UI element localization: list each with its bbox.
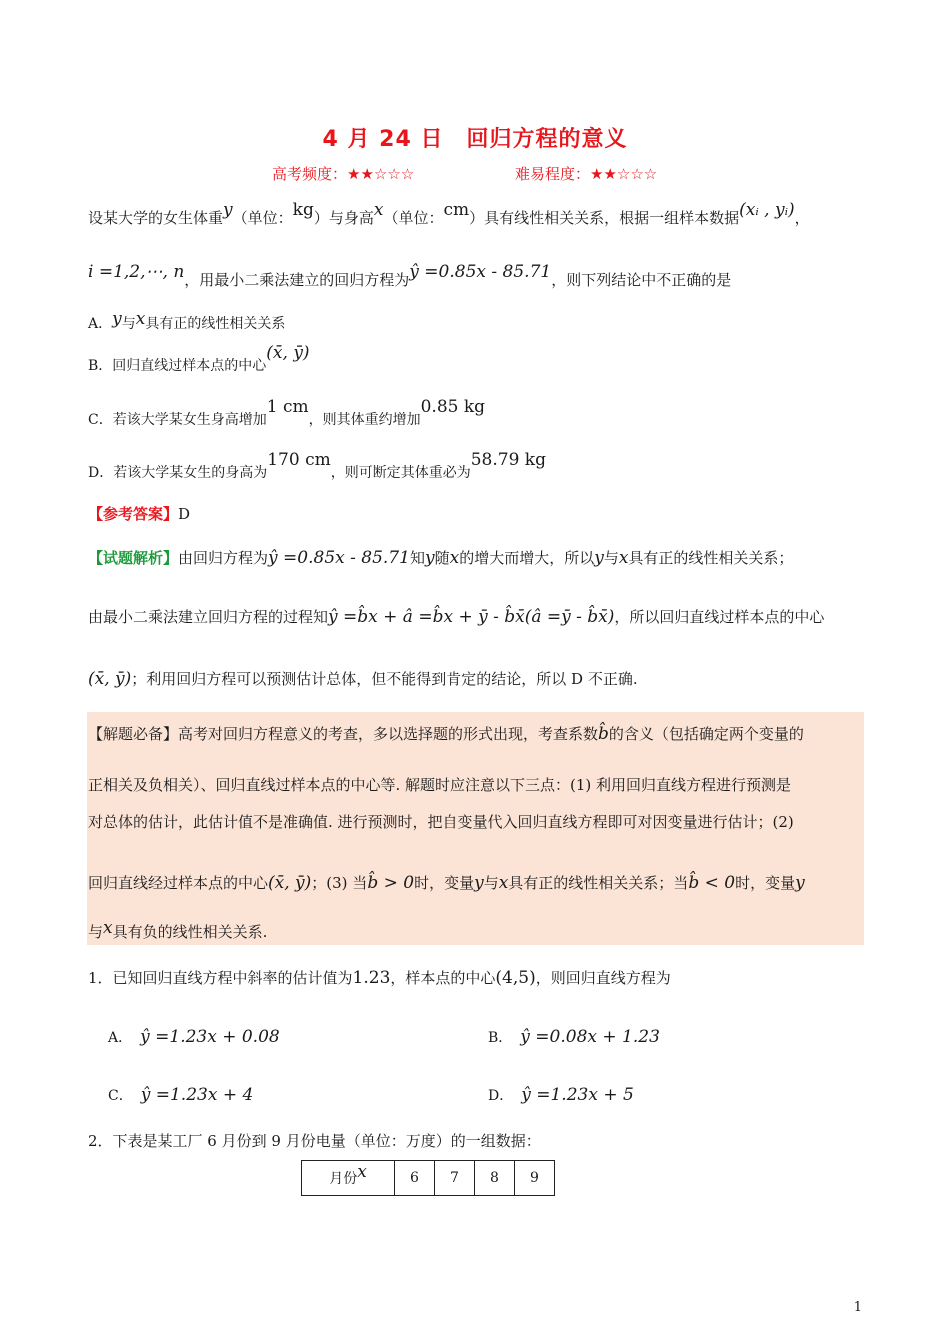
option-text: ，则其体重约增加 [308, 412, 421, 428]
question-text: ，则回归直线方程为 [535, 969, 671, 987]
table-header-cell [302, 1161, 395, 1196]
math-index-range: i =1,2,⋯, n [88, 262, 185, 282]
q1-option-a [108, 1027, 280, 1048]
analysis-text: 随 [434, 549, 450, 567]
math-unit-cm: cm [443, 200, 470, 220]
frequency-label: 高考频度： [272, 165, 348, 183]
math-equation: ŷ =1.23x + 4 [140, 1085, 254, 1105]
option-d [88, 450, 546, 483]
math-center-point: (x̄, ȳ) [268, 873, 312, 893]
note-line-2: 正相关及负相关）、回归直线过样本点的中心等. 解题时应注意以下三点：(1) 利用回归直线方程进行预测是 [88, 776, 792, 794]
math-value: 170 cm [267, 450, 331, 470]
q1-option-c [108, 1085, 253, 1106]
math-var-x: x [498, 873, 509, 893]
question-text: 1．已知回归直线方程中斜率的估计值为 [88, 969, 353, 987]
table-cell: 9 [515, 1161, 555, 1196]
note-text: 时，变量 [414, 874, 475, 892]
question-line-1 [88, 200, 810, 228]
note-text: 回归直线经过样本点的中心 [88, 874, 269, 892]
math-center-point: (x̄, ȳ) [88, 669, 132, 689]
math-var-y: y [424, 548, 435, 568]
option-text: C．若该大学某女生身高增加 [88, 412, 267, 428]
page-number: 1 [853, 1300, 862, 1315]
option-label: C． [108, 1088, 133, 1104]
math-var-x: x [103, 918, 113, 938]
table-cell: 8 [475, 1161, 515, 1196]
option-a [88, 309, 286, 334]
analysis-text: 由回归方程为 [178, 549, 269, 567]
difficulty-stars: ★★☆☆☆ [590, 165, 658, 183]
math-value: 0.85 kg [420, 397, 486, 417]
table-cell: 6 [395, 1161, 435, 1196]
math-var-x: x [449, 548, 460, 568]
math-value: 58.79 kg [470, 450, 546, 470]
option-text: B．回归直线过样本点的中心 [88, 358, 267, 374]
option-label: B． [488, 1030, 513, 1046]
note-line-5 [88, 918, 268, 942]
note-text: ；(3) 当 [311, 874, 368, 892]
answer-label: 【参考答案】 [88, 505, 179, 523]
option-c [88, 397, 486, 430]
note-text: 与 [88, 923, 104, 941]
analysis-line-3 [88, 669, 638, 689]
frequency-rating [272, 163, 414, 184]
math-equation: ŷ =1.23x + 0.08 [140, 1027, 280, 1047]
math-var-y: y [223, 200, 233, 220]
reference-answer [88, 504, 190, 524]
option-label: D． [488, 1088, 514, 1104]
option-text: ，则可断定其体重必为 [330, 465, 471, 481]
table-row [302, 1161, 555, 1196]
math-var-y: y [474, 873, 484, 893]
math-var-y: y [795, 873, 805, 893]
analysis-text: ；利用回归方程可以预测估计总体，但不能得到肯定的结论，所以 D 不正确. [131, 670, 638, 688]
math-regression-equation: ŷ =0.85x - 85.71 [268, 548, 410, 568]
math-condition: b̂ < 0 [688, 873, 736, 893]
analysis-text: 具有正的线性相关关系； [628, 549, 794, 567]
math-var-y: y [594, 548, 604, 568]
math-equation: ŷ =1.23x + 5 [521, 1085, 634, 1105]
question-line-2 [88, 262, 732, 290]
analysis-text: 知 [409, 549, 425, 567]
option-label: A． [108, 1030, 133, 1046]
math-var-x: x [135, 309, 146, 329]
option-text: D．若该大学某女生的身高为 [88, 465, 268, 481]
math-sample-pair: (xᵢ , yᵢ) [739, 200, 795, 220]
option-label: A． [88, 316, 113, 332]
note-line-4 [88, 873, 805, 893]
header-label: 月份 [329, 1171, 358, 1187]
question-text: ，样本点的中心 [390, 969, 496, 987]
difficulty-label: 难易程度： [515, 165, 591, 183]
note-text: 时，变量 [735, 874, 796, 892]
note-text: 具有负的线性相关关系. [112, 923, 268, 941]
note-text: 【解题必备】高考对回归方程意义的考查，多以选择题的形式出现，考查系数 [88, 725, 599, 743]
question-2: 2．下表是某工厂 6 月份到 9 月份电量（单位：万度）的一组数据： [88, 1132, 541, 1150]
math-equation: ŷ =0.08x + 1.23 [520, 1027, 660, 1047]
note-text: 的含义（包括确定两个变量的 [608, 725, 804, 743]
question-1 [88, 968, 671, 988]
math-var-y: y [112, 309, 122, 329]
analysis-text: 由最小二乘法建立回归方程的过程知 [88, 608, 329, 626]
data-table [301, 1160, 555, 1196]
math-regression-equation: ŷ =0.85x - 85.71 [409, 262, 552, 282]
table-cell: 7 [435, 1161, 475, 1196]
note-text: 与 [483, 874, 499, 892]
option-text: 与 [121, 316, 136, 332]
analysis-line-2 [88, 607, 824, 627]
option-text: 具有正的线性相关关系 [145, 316, 286, 332]
math-derivation: ŷ =b̂x + â =b̂x + ȳ - b̂x̄(â =ȳ - b̂x̄) [328, 607, 615, 627]
question-text: ，则下列结论中不正确的是 [551, 271, 732, 289]
math-condition: b̂ > 0 [367, 873, 415, 893]
question-text: 设某大学的女生体重 [88, 209, 224, 227]
analysis-label: 【试题解析】 [88, 549, 179, 567]
note-text: 具有正的线性相关关系；当 [508, 874, 689, 892]
question-text: （单位： [232, 209, 293, 227]
math-value: 1 cm [266, 397, 309, 417]
question-text: ，用最小二乘法建立的回归方程为 [184, 271, 410, 289]
analysis-line-1 [88, 548, 793, 568]
analysis-text: 与 [603, 549, 619, 567]
q1-option-d [488, 1085, 634, 1106]
note-line-1 [88, 724, 804, 744]
difficulty-rating [515, 163, 657, 184]
math-coefficient-b: b̂ [598, 724, 609, 744]
option-b [88, 343, 310, 376]
math-var-x: x [357, 1162, 367, 1182]
note-line-3: 对总体的估计，此估计值不是准确值. 进行预测时，把自变量代入回归直线方程即可对因变量进行估计；(2) [88, 813, 794, 831]
answer-value: D [178, 505, 191, 523]
frequency-stars: ★★☆☆☆ [347, 165, 415, 183]
question-text: ， [794, 209, 810, 227]
question-text: （单位： [383, 209, 444, 227]
math-center-point: (4,5) [495, 968, 536, 988]
analysis-text: ，所以回归直线过样本点的中心 [614, 608, 825, 626]
math-unit-kg: kg [292, 200, 314, 220]
question-text: ）具有线性相关关系，根据一组样本数据 [469, 209, 740, 227]
math-center-point: (x̄, ȳ) [266, 343, 310, 363]
q1-option-b [488, 1027, 660, 1048]
analysis-text: 的增大而增大，所以 [459, 549, 595, 567]
math-var-x: x [373, 200, 384, 220]
math-value: 1.23 [352, 968, 391, 988]
question-text: ）与身高 [313, 209, 374, 227]
page-title: 4 月 24 日 回归方程的意义 [322, 127, 628, 152]
math-var-x: x [618, 548, 629, 568]
